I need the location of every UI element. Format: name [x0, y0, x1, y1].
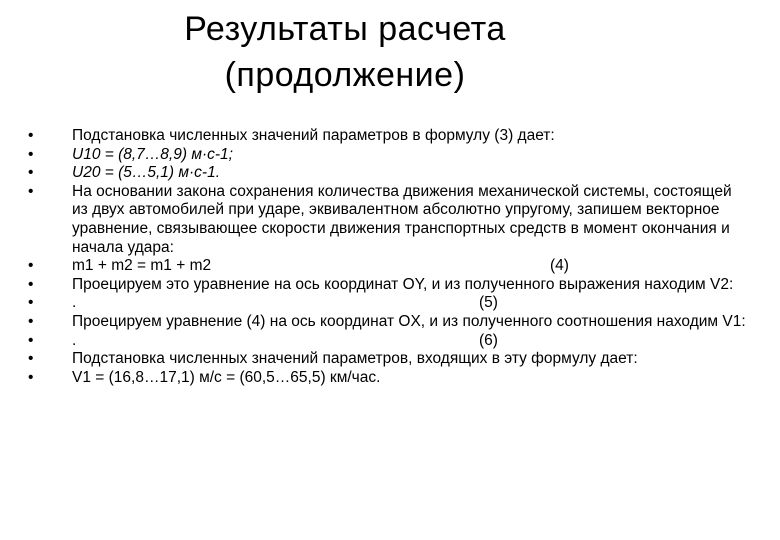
slide-title	[0, 6, 690, 98]
list-item	[28, 257, 748, 276]
equation-text: .	[72, 294, 77, 312]
equation-number: (5)	[479, 294, 498, 312]
slide-body	[28, 127, 748, 387]
slide-title-line-1: Результаты расчета	[184, 10, 506, 48]
equation-text: m1 + m2 = m1 + m2	[72, 257, 212, 275]
bullet-icon: •	[28, 294, 34, 312]
list-item	[28, 164, 748, 183]
bullet-list	[28, 127, 748, 387]
bullet-icon: •	[28, 368, 34, 386]
item-text: Подстановка численных значений параметров, входящих в эту формулу дает:	[72, 350, 638, 368]
list-item	[28, 276, 748, 295]
bullet-icon: •	[28, 182, 34, 200]
bullet-icon: •	[28, 312, 34, 330]
equation-text: .	[72, 331, 77, 349]
bullet-icon: •	[28, 164, 34, 182]
slide-title-line-2: (продолжение)	[224, 56, 466, 94]
item-text: Проецируем это уравнение на ось координат OY, и из полученного выражения находим V2:	[72, 275, 734, 293]
list-item	[28, 294, 748, 313]
list-item	[28, 332, 748, 351]
bullet-icon: •	[28, 145, 34, 163]
item-text: U20 = (5…5,1) м·с-1.	[72, 164, 221, 182]
item-text: Подстановка численных значений параметров в формулу (3) дает:	[72, 127, 555, 144]
bullet-icon: •	[28, 275, 34, 293]
list-item	[28, 313, 748, 332]
equation-number: (6)	[479, 331, 498, 349]
equation-number: (4)	[550, 257, 569, 275]
bullet-icon: •	[28, 127, 34, 144]
item-text: U10 = (8,7…8,9) м·с-1;	[72, 145, 233, 163]
bullet-icon: •	[28, 350, 34, 368]
list-item	[28, 183, 748, 257]
list-item	[28, 127, 748, 146]
bullet-icon: •	[28, 331, 34, 349]
item-text: V1 = (16,8…17,1) м/с = (60,5…65,5) км/час.	[72, 368, 381, 386]
item-text: На основании закона сохранения количества движения механической системы, состоящей из двух автомобилей при ударе, эквивалентном абсолютно упругому, запишем векторное уравнение, связывающее скорости движения транспортных средств в момент окончания и начала удара:	[72, 182, 732, 256]
item-text: Проецируем уравнение (4) на ось координат OX, и из полученного соотношения находим V1:	[72, 312, 746, 330]
bullet-icon: •	[28, 257, 34, 275]
list-item	[28, 350, 748, 369]
list-item	[28, 369, 748, 388]
list-item	[28, 146, 748, 165]
